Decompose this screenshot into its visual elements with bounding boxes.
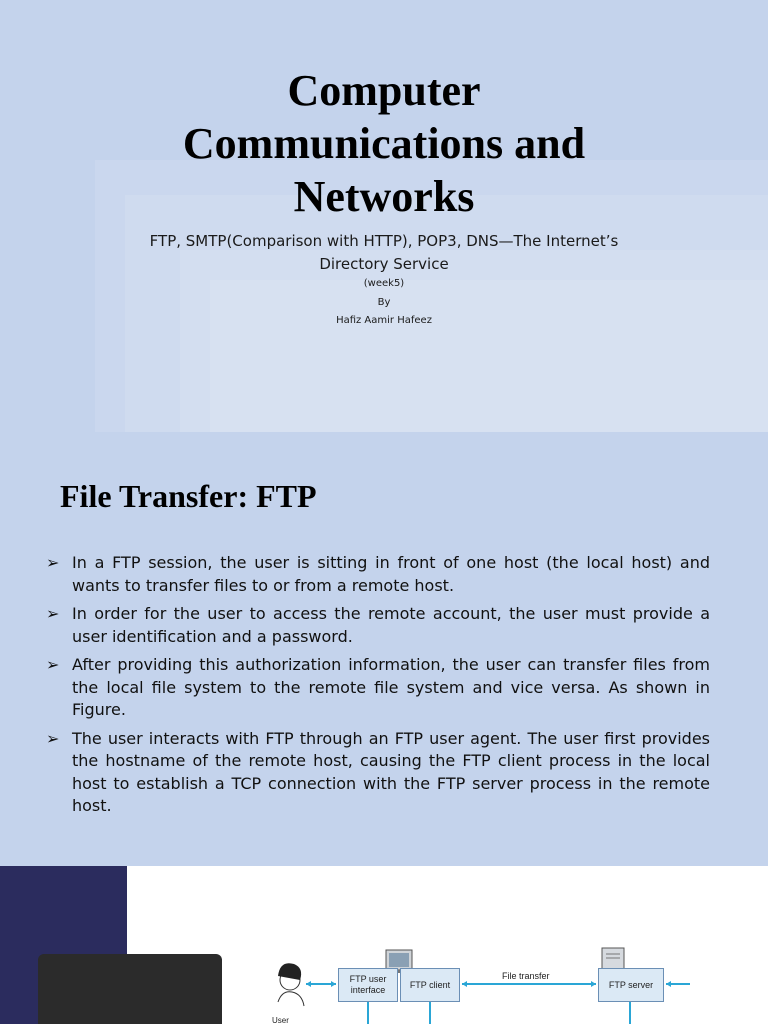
bullet-item (46, 552, 710, 597)
bullet-text: The user interacts with FTP through an FTP user agent. The user first provides the hostname of the remote host, causing the FTP client process in the local host to establish a TCP connection with the FTP server process in the remote host. (72, 728, 710, 815)
arrow-bullet-icon: ➢ (46, 604, 60, 623)
slide-subtitle (100, 230, 668, 276)
bullet-text: In order for the user to access the remote account, the user must provide a user identification and a password. (72, 604, 710, 646)
title-slide (0, 0, 768, 432)
slide-title (60, 64, 708, 223)
author-name: Hafiz Aamir Hafeez (336, 315, 432, 326)
subtitle-line: FTP, SMTP(Comparison with HTTP), POP3, DNS—The Internet’s (149, 232, 619, 250)
bullet-list (46, 552, 710, 824)
file-transfer-label: File transfer (502, 971, 550, 981)
bullet-text: After providing this authorization information, the user can transfer files from the local file system to the remote file system and vice versa. As shown in Figure. (72, 655, 710, 719)
arrow-bullet-icon: ➢ (46, 553, 60, 572)
ftp-user-interface-box: FTP user interface (338, 968, 398, 1002)
arrow-bullet-icon: ➢ (46, 655, 60, 674)
user-icon (278, 963, 304, 1006)
ftp-server-box: FTP server (598, 968, 664, 1002)
ftp-client-box: FTP client (400, 968, 460, 1002)
bullet-item (46, 654, 710, 722)
slide-heading: File Transfer: FTP (60, 478, 317, 514)
figure-slide (0, 866, 768, 1024)
bullet-text: In a FTP session, the user is sitting in front of one host (the local host) and wants to transfer files to or from a remote host. (72, 553, 710, 595)
title-line: Networks (293, 172, 475, 221)
bullet-item (46, 603, 710, 648)
title-line: Computer (287, 66, 481, 115)
title-line: Communications and (182, 119, 586, 168)
ftp-slide (0, 432, 768, 866)
arrow-bullet-icon: ➢ (46, 728, 60, 748)
dark-panel (38, 954, 222, 1024)
ftp-figure (250, 946, 690, 1024)
by-label: By (377, 297, 391, 308)
bullet-item (46, 728, 710, 818)
subtitle-line: Directory Service (319, 255, 449, 273)
user-label: User (272, 1016, 289, 1024)
week-label: (week5) (363, 278, 405, 289)
